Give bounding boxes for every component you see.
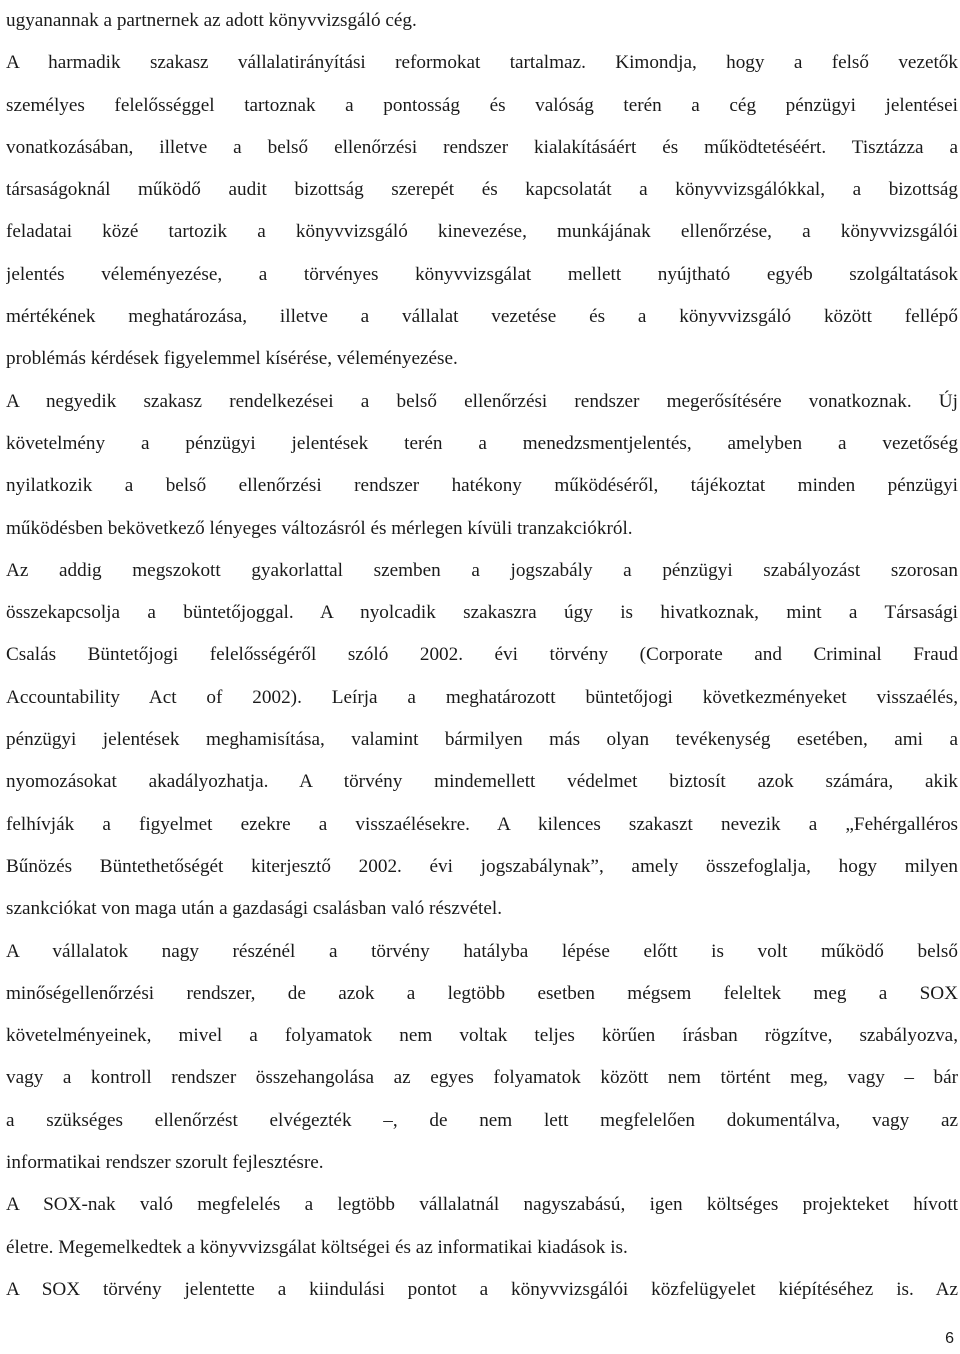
text-line: nyomozásokat akadályozhatja. A törvény mindemellett védelmet biztosít azok számára, akik xyxy=(6,771,958,793)
text-line: A SOX törvény jelentette a kiindulási pontot a könyvvizsgálói közfelügyelet kiépítéséhez is. Az xyxy=(6,1278,958,1300)
page-number: 6 xyxy=(945,1330,954,1347)
text-line: A vállalatok nagy részénél a törvény hatályba lépése előtt is volt működő belső xyxy=(6,940,958,962)
text-line: jelentés véleményezése, a törvényes könyvvizsgálat mellett nyújtható egyéb szolgáltatások xyxy=(6,263,958,285)
text-line: Bűnözés Büntethetőségét kiterjesztő 2002. évi jogszabálynak”, amely összefoglalja, hogy milyen xyxy=(6,855,958,877)
text-line: minőségellenőrzési rendszer, de azok a legtöbb esetben mégsem feleltek meg a SOX xyxy=(6,982,958,1004)
text-line: követelményeinek, mivel a folyamatok nem voltak teljes körűen írásban rögzítve, szabályozva, xyxy=(6,1025,958,1047)
text-line: Accountability Act of 2002). Leírja a meghatározott büntetőjogi következményeket visszaélés, xyxy=(6,686,958,708)
text-line: vonatkozásában, illetve a belső ellenőrzési rendszer kialakításáért és működtetéséért. Tisztázza a xyxy=(6,136,958,158)
text-line: a szükséges ellenőrzést elvégezték –, de nem lett megfelelően dokumentálva, vagy az xyxy=(6,1109,958,1131)
text-line: működésben bekövetkező lényeges változásról és mérlegen kívüli tranzakciókról. xyxy=(6,517,633,539)
text-line: követelmény a pénzügyi jelentések terén a menedzsmentjelentés, amelyben a vezetőség xyxy=(6,432,958,454)
text-line: ugyanannak a partnernek az adott könyvvizsgáló cég. xyxy=(6,10,417,31)
text-line: vagy a kontroll rendszer összehangolása az egyes folyamatok között nem történt meg, vagy – bár xyxy=(6,1067,958,1089)
text-line: társaságoknál működő audit bizottság szerepét és kapcsolatát a könyvvizsgálókkal, a bizottság xyxy=(6,179,958,201)
text-line: A harmadik szakasz vállalatirányítási reformokat tartalmaz. Kimondja, hogy a felső vezetők xyxy=(6,52,958,74)
text-line: feladatai közé tartozik a könyvvizsgáló kinevezése, munkájának ellenőrzése, a könyvvizsgálói xyxy=(6,221,958,243)
text-line: felhívják a figyelmet ezekre a visszaélésekre. A kilences szakaszt nevezik a „Fehérgalléros xyxy=(6,813,958,835)
text-line: életre. Megemelkedtek a könyvvizsgálat költségei és az informatikai kiadások is. xyxy=(6,1236,628,1258)
text-line: problémás kérdések figyelemmel kísérése, véleményezése. xyxy=(6,348,458,370)
text-line: Csalás Büntetőjogi felelősségéről szóló 2002. évi törvény (Corporate and Criminal Fraud xyxy=(6,644,958,666)
text-line: pénzügyi jelentések meghamisítása, valamint bármilyen más olyan tevékenység esetében, ami a xyxy=(6,729,958,751)
document-body xyxy=(6,0,958,1311)
text-line: nyilatkozik a belső ellenőrzési rendszer hatékony működéséről, tájékoztat minden pénzügyi xyxy=(6,475,958,497)
text-line: személyes felelősséggel tartoznak a pontosság és valóság terén a cég pénzügyi jelentései xyxy=(6,94,958,116)
text-line: szankciókat von maga után a gazdasági csalásban való részvétel. xyxy=(6,898,502,920)
text-line: A SOX-nak való megfelelés a legtöbb vállalatnál nagyszabású, igen költséges projekteket hívott xyxy=(6,1194,958,1216)
text-line: Az addig megszokott gyakorlattal szemben a jogszabály a pénzügyi szabályozást szorosan xyxy=(6,559,958,581)
text-line: informatikai rendszer szorult fejlesztésre. xyxy=(6,1152,324,1174)
text-line: A negyedik szakasz rendelkezései a belső ellenőrzési rendszer megerősítésére vonatkoznak. Új xyxy=(6,390,958,412)
text-line: mértékének meghatározása, illetve a vállalat vezetése és a könyvvizsgáló között fellépő xyxy=(6,306,958,328)
text-line: összekapcsolja a büntetőjoggal. A nyolcadik szakaszra úgy is hivatkoznak, mint a Társasági xyxy=(6,602,958,624)
